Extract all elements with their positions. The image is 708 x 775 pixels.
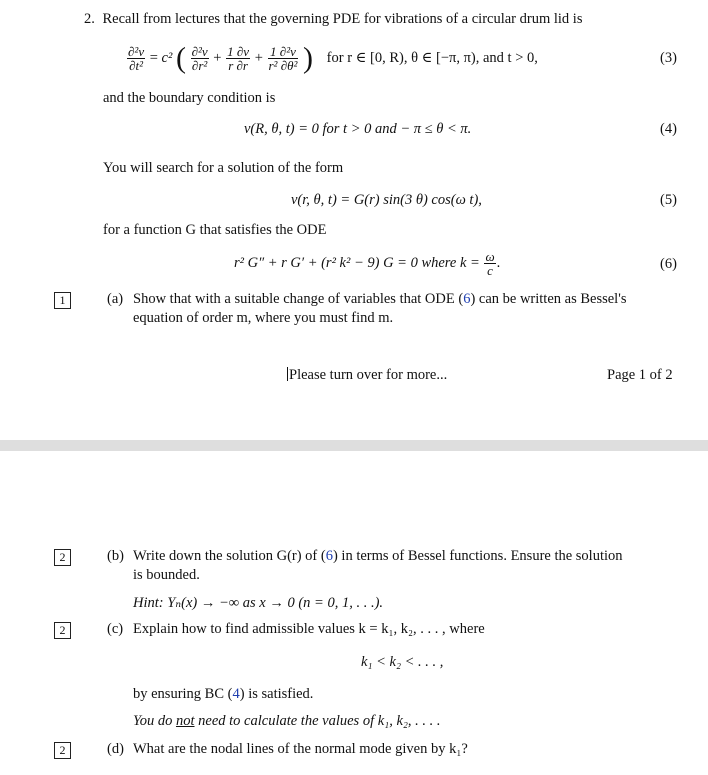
marks-box-b: 2: [54, 549, 71, 566]
part-c-label: (c): [107, 621, 124, 637]
pde-term-rr: $\frac{\text{∂²v}}{\text{∂r²}}$: [191, 43, 208, 74]
ref-eq-6[interactable]: 6: [463, 291, 471, 307]
part-a-text: Show that with a suitable change of variables that ODE (6) can be written as Bessel's: [133, 291, 627, 307]
pde-lhs-fraction: $\frac{\text{∂²v}}{\text{∂t²}}$: [128, 43, 145, 74]
page-separator: [0, 440, 708, 451]
marks-box-d: 2: [54, 742, 71, 759]
part-b-text: Write down the solution G(r) of (6) in terms of Bessel functions. Ensure the solution: [133, 548, 623, 564]
pde-domain: for r ∈ [0, R), θ ∈ [−π, π), and t > 0,: [326, 50, 538, 66]
text-cursor: [287, 367, 288, 381]
ref-eq-6-b[interactable]: 6: [325, 548, 333, 564]
pde-term-r: $\frac{1 \partial v}{r \partial r}$: [227, 43, 250, 74]
boundary-condition: v(R, θ, t) = 0 for t > 0 and − π ≤ θ < π.: [244, 121, 472, 137]
pde-term-theta: $\frac{\text{1 ∂²v}}{\text{r² ∂θ²}}$: [268, 43, 298, 74]
footer-turn-over: Please turn over for more...: [289, 367, 448, 383]
ode-equation: r² G″ + r G′ + (r² k² − 9) G = 0 where k = $\frac{\omega}{c}$ .: [234, 248, 501, 279]
part-b-hint: Hint: Yₙ(x) → −∞ as x → 0 (n = 0, 1, . . .).: [133, 595, 384, 611]
solution-form: v(r, θ, t) = G(r) sin(3 θ) cos(ω t),: [291, 192, 482, 208]
equation-number-4: (4): [660, 121, 677, 137]
marks-box-a: 1: [54, 292, 71, 309]
equation-number-3: (3): [660, 50, 677, 66]
part-d-text: What are the nodal lines of the normal mode given by k₁?: [133, 741, 468, 757]
bc-intro: and the boundary condition is: [103, 90, 276, 106]
part-c-text: Explain how to find admissible values k = k₁, k₂, . . . , where: [133, 621, 485, 637]
question-number: 2.: [84, 11, 95, 27]
part-a-text-line2: equation of order m, where you must find m.: [133, 310, 394, 326]
solution-intro: You will search for a solution of the form: [103, 160, 344, 176]
ref-eq-4[interactable]: 4: [232, 686, 240, 702]
question-intro: [84, 11, 582, 28]
part-b-text-line2: is bounded.: [133, 567, 200, 583]
part-c-display: k₁ < k₂ < . . . ,: [361, 654, 444, 670]
footer-page-number: Page 1 of 2: [607, 367, 673, 383]
ode-intro: for a function G that satisfies the ODE: [103, 222, 327, 238]
pde-equation: $\frac{\text{∂²v}}{\text{∂t²}}$ = c² ( $\frac{\text{∂²v}}{\text{∂r²}}$ + $\frac{1 \partial v}{r \partial r}$ + $\frac{\text{1 ∂²v}}{\text{r² ∂θ²}}$ ) for r ∈ [0, R), θ ∈ [−π, π), and t > 0,: [128, 41, 538, 75]
part-b-label: (b): [107, 548, 124, 564]
question-intro-text: Recall from lectures that the governing PDE for vibrations of a circular drum lid is: [102, 11, 583, 27]
equation-number-6: (6): [660, 256, 677, 272]
marks-box-c: 2: [54, 622, 71, 639]
k-fraction: $\frac{\omega}{c}$: [485, 248, 495, 279]
part-d-label: (d): [107, 741, 124, 757]
part-c-text-line2: by ensuring BC (4) is satisfied.: [133, 686, 314, 702]
part-a-label: (a): [107, 291, 124, 307]
part-c-note: You do not need to calculate the values of k₁, k₂, . . . .: [133, 713, 441, 729]
equation-number-5: (5): [660, 192, 677, 208]
